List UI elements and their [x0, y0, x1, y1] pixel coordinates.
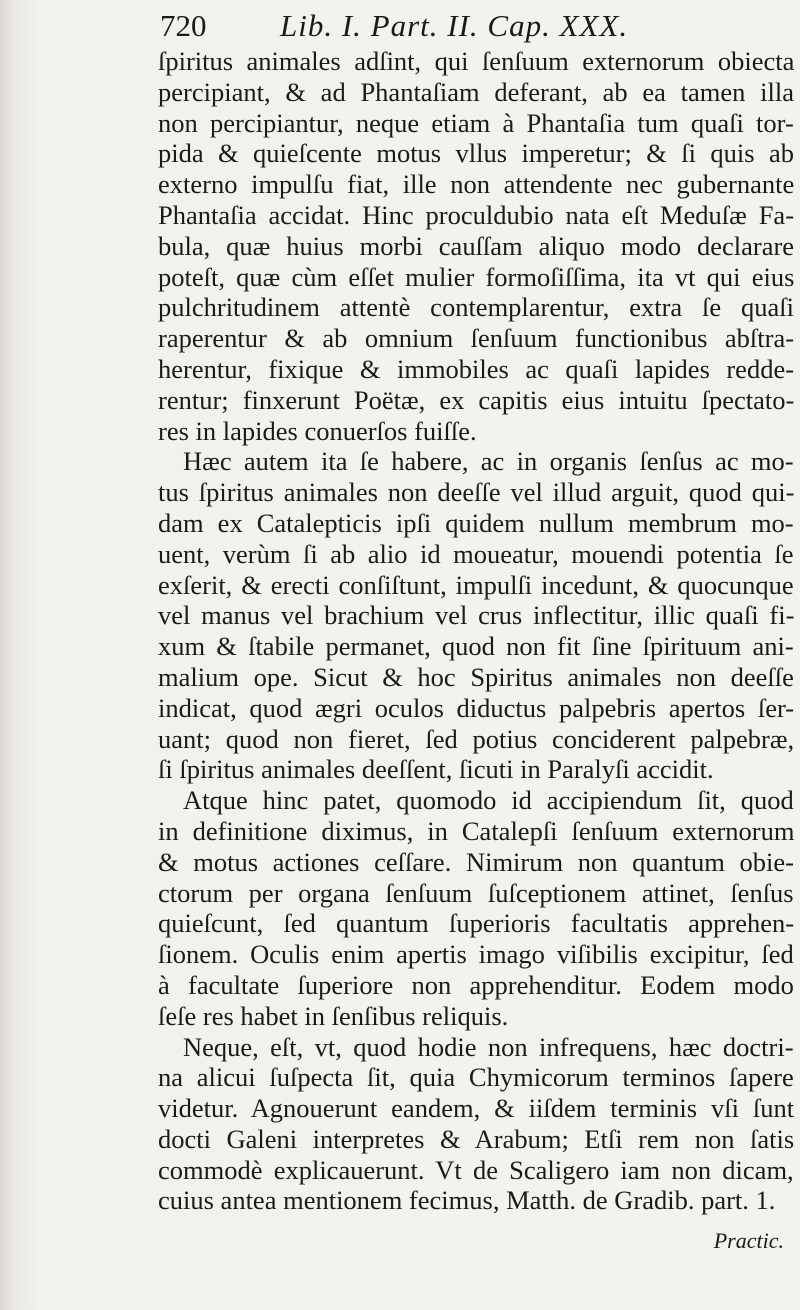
text-line: tus ſpiritus animales non deeſſe vel illud arguit, quod qui- — [158, 477, 794, 508]
text-line: Neque, eſt, vt, quod hodie non infrequens, hæc doctri- — [183, 1031, 794, 1062]
text-line: non percipiantur, neque etiam à Phantaſia tum quaſi tor- — [158, 107, 794, 138]
text-line: quieſcunt, ſed quantum ſuperioris facultatis apprehen- — [158, 908, 794, 939]
body-text — [158, 46, 794, 1216]
text-line: videtur. Agnouerunt eandem, & iiſdem terminis vſi ſunt — [158, 1093, 794, 1124]
text-line: in definitione diximus, in Catalepſi ſenſuum externorum — [158, 815, 794, 846]
text-line: dam ex Catalepticis ipſi quidem nullum membrum mo- — [158, 507, 794, 538]
text-line: bula, quæ huius morbi cauſſam aliquo modo declarare — [158, 230, 794, 261]
text-line: xum & ſtabile permanet, quod non fit ſine ſpirituum ani- — [158, 631, 794, 662]
text-line: ſpiritus animales adſint, qui ſenſuum externorum obiecta — [158, 46, 794, 76]
text-line: herentur, fixique & immobiles ac quaſi lapides redde- — [158, 353, 794, 384]
text-line: exſerit, & erecti conſiſtunt, impulſi incedunt, & quocunque — [158, 569, 794, 600]
text-line: externo impulſu fiat, ille non attendente nec gubernante — [158, 169, 794, 200]
text-line: percipiant, & ad Phantaſiam deferant, ab ea tamen illa — [158, 76, 794, 107]
text-line: rentur; finxerunt Poëtæ, ex capitis eius intuitu ſpectato- — [158, 384, 794, 415]
text-line: vel manus vel brachium vel crus inflectitur, illic quaſi fi- — [158, 600, 794, 631]
text-line: docti Galeni interpretes & Arabum; Etſi rem non ſatis — [158, 1123, 794, 1154]
text-line: ſionem. Oculis enim apertis imago viſibilis excipitur, ſed — [158, 939, 794, 970]
text-line: & motus actiones ceſſare. Nimirum non quantum obie- — [158, 846, 794, 877]
text-line: ſeſe res habet in ſenſibus reliquis. — [158, 1000, 509, 1031]
text-line: uent, verùm ſi ab alio id moueatur, mouendi potentia ſe — [158, 538, 794, 569]
text-line: cuius antea mentionem fecimus, Matth. de Gradib. part. 1. — [158, 1185, 776, 1216]
text-line: à facultate ſuperiore non apprehenditur. Eodem modo — [158, 969, 794, 1000]
text-line: res in lapides conuerſos fuiſſe. — [158, 415, 477, 446]
text-line: Atque hinc patet, quomodo id accipiendum ſit, quod — [183, 785, 794, 816]
text-line: ſi ſpiritus animales deeſſent, ſicuti in Paralyſi accidit. — [158, 754, 714, 785]
text-line: Phantaſia accidat. Hinc proculdubio nata eſt Meduſæ Fa- — [158, 199, 794, 230]
page-number: 720 — [160, 8, 207, 43]
text-line: pida & quieſcente motus vllus imperetur; & ſi quis ab — [158, 138, 794, 169]
text-line: uant; quod non fieret, ſed potius conciderent palpebræ, — [158, 723, 794, 754]
page-header — [160, 8, 790, 48]
text-line: ctorum per organa ſenſuum ſuſceptionem attinet, ſenſus — [158, 877, 794, 908]
text-line: commodè explicauerunt. Vt de Scaligero iam non dicam, — [158, 1154, 794, 1185]
text-line: Hæc autem ita ſe habere, ac in organis ſenſus ac mo- — [183, 446, 794, 477]
text-line: poteſt, quæ cùm eſſet mulier formoſiſſima, ita vt qui eius — [158, 261, 794, 292]
text-line: raperentur & ab omnium ſenſuum functionibus abſtra- — [158, 323, 794, 354]
running-title: Lib. I. Part. II. Cap. XXX. — [280, 8, 629, 43]
text-line: pulchritudinem attentè contemplarentur, extra ſe quaſi — [158, 292, 794, 323]
text-line: indicat, quod ægri oculos diductus palpebris apertos ſer- — [158, 692, 794, 723]
catchword: Practic. — [713, 1228, 784, 1253]
text-line: na alicui ſuſpecta ſit, quia Chymicorum terminos ſapere — [158, 1062, 794, 1093]
text-line: malium ope. Sicut & hoc Spiritus animales non deeſſe — [158, 661, 794, 692]
